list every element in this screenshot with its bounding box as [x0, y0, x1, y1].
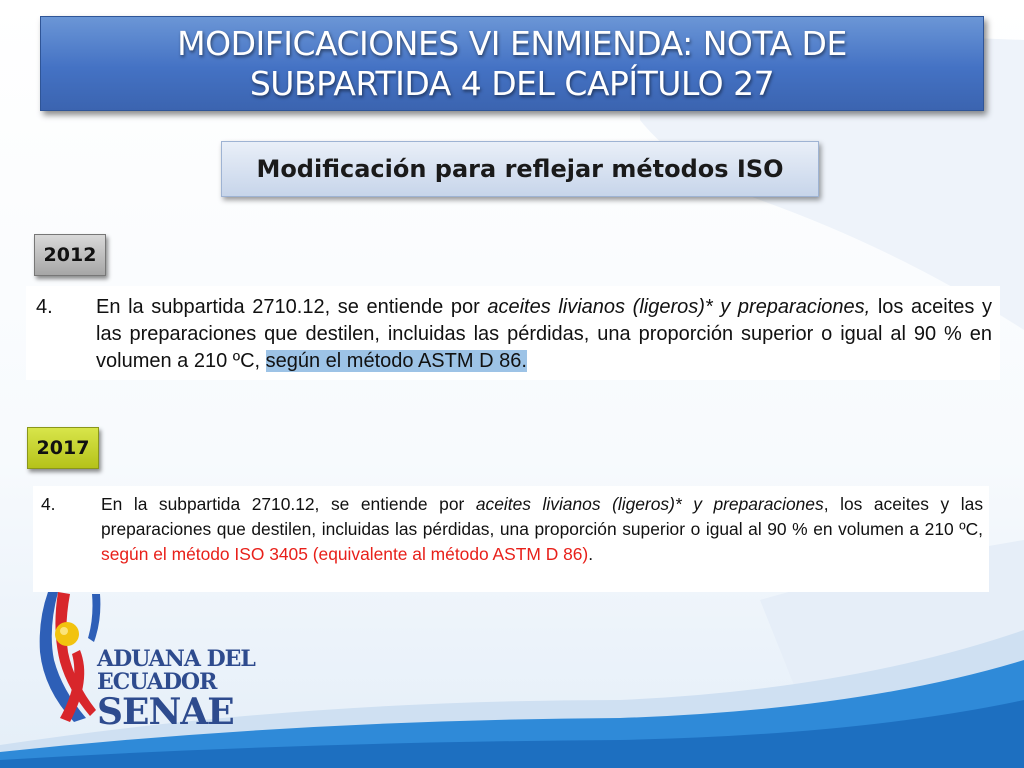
text-block-2017 — [33, 486, 989, 592]
subtitle-banner — [221, 141, 819, 197]
year-badge-2012: 2012 — [34, 234, 106, 276]
item-number: 4. — [41, 494, 56, 514]
item-text-2012 — [96, 294, 992, 375]
senae-logo-text — [97, 646, 255, 733]
text-middle: , los aceites y las preparaciones que destilen, incluidas las pérdidas, una proporción superior o igual al 90 % en volumen a 210 ºC, — [101, 494, 984, 539]
highlighted-method: según el método ASTM D 86. — [265, 350, 527, 372]
item-number: 4. — [36, 296, 53, 318]
page-subtitle: Modificación para reflejar métodos ISO — [256, 155, 784, 183]
text-intro: En la subpartida 2710.12, se entiende por — [96, 296, 488, 318]
logo-line-ecuador: ECUADOR — [97, 669, 217, 695]
defined-term: aceites livianos (ligeros)* y preparaciones — [475, 494, 824, 514]
logo-line-senae: SENAE — [97, 691, 234, 733]
text-end: . — [588, 544, 594, 564]
text-intro: En la subpartida 2710.12, se entiende por — [101, 494, 476, 514]
text-middle: los aceites y las preparaciones que destilen, incluidas las pérdidas, una proporción superior o igual al 90 % en volumen a 210 ºC, — [96, 296, 992, 372]
changed-method: según el método ISO 3405 (equivalente al método ASTM D 86) — [101, 544, 589, 564]
title-banner — [40, 16, 984, 111]
defined-term: aceites livianos (ligeros)* y preparaciones, — [487, 296, 871, 318]
item-text-2017 — [101, 492, 983, 567]
logo-line-aduana: ADUANA DEL — [97, 646, 255, 672]
text-block-2012 — [26, 286, 1000, 380]
page-title: MODIFICACIONES VI ENMIENDA: NOTA DE SUBPARTIDA 4 DEL CAPÍTULO 27 — [177, 23, 847, 103]
year-badge-2017: 2017 — [27, 427, 99, 469]
